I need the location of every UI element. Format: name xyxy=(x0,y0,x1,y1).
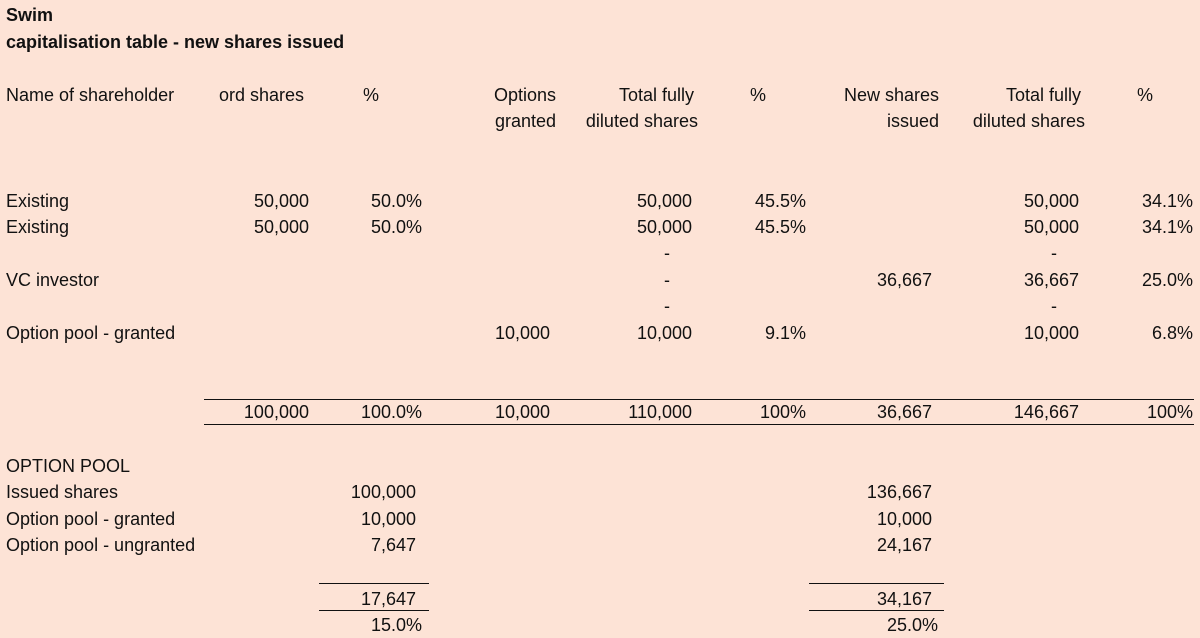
sheet-title: Swim xyxy=(6,5,54,25)
cell-pct2: 9.1% xyxy=(764,323,806,343)
header-tfd1-line2: diluted shares xyxy=(585,111,698,131)
option-pool-before: 100,000 xyxy=(350,482,416,502)
option-pool-subtotal-after: 34,167 xyxy=(876,589,932,609)
cell-ord: 50,000 xyxy=(253,217,309,237)
header-name: Name of shareholder xyxy=(6,85,175,105)
cell-ord: 50,000 xyxy=(253,191,309,211)
option-pool-label: Option pool - ungranted xyxy=(6,535,196,555)
total-pct3: 100% xyxy=(1146,402,1193,422)
subtotal-top-rule xyxy=(319,583,429,584)
total-tfd2: 146,667 xyxy=(1013,402,1079,422)
cell-pct3: 25.0% xyxy=(1141,270,1193,290)
option-pool-label: Option pool - granted xyxy=(6,509,176,529)
total-pct2: 100% xyxy=(759,402,806,422)
cell-pct1: 50.0% xyxy=(370,191,422,211)
cell-tfd2: 10,000 xyxy=(1023,323,1079,343)
cell-pct3: 6.8% xyxy=(1151,323,1193,343)
option-pool-heading: OPTION POOL xyxy=(6,456,131,476)
option-pool-before: 7,647 xyxy=(370,535,416,555)
totals-bottom-rule xyxy=(204,424,1194,425)
total-new: 36,667 xyxy=(876,402,932,422)
row-name: Option pool - granted xyxy=(6,323,176,343)
cell-tfd1: 10,000 xyxy=(636,323,692,343)
subtotal-bottom-rule xyxy=(319,610,429,611)
cell-pct3: 34.1% xyxy=(1141,217,1193,237)
header-pct3: % xyxy=(1137,85,1154,105)
spacer-dash: - xyxy=(664,296,670,316)
spacer-dash: - xyxy=(1051,296,1057,316)
row-name: Existing xyxy=(6,191,70,211)
header-tfd2-line2: diluted shares xyxy=(972,111,1085,131)
total-tfd1: 110,000 xyxy=(628,402,692,422)
header-new-line2: issued xyxy=(886,111,939,131)
row-name: Existing xyxy=(6,217,70,237)
total-ord: 100,000 xyxy=(243,402,309,422)
header-pct2: % xyxy=(750,85,767,105)
option-pool-subtotal-before: 17,647 xyxy=(360,589,416,609)
cell-tfd2: 50,000 xyxy=(1023,191,1079,211)
cell-tfd1: 50,000 xyxy=(636,217,692,237)
cell-pct2: 45.5% xyxy=(754,191,806,211)
option-pool-after: 10,000 xyxy=(876,509,932,529)
cell-tfd1: 50,000 xyxy=(636,191,692,211)
header-tfd2-line1: Total fully xyxy=(1005,85,1081,105)
totals-top-rule xyxy=(204,399,1194,400)
cell-pct2: 45.5% xyxy=(754,217,806,237)
option-pool-before: 10,000 xyxy=(360,509,416,529)
header-tfd1-line1: Total fully xyxy=(618,85,694,105)
option-pool-pct-after: 25.0% xyxy=(886,615,938,635)
option-pool-label: Issued shares xyxy=(6,482,119,502)
spacer-dash: - xyxy=(1051,243,1057,263)
subtotal-top-rule xyxy=(809,583,944,584)
sheet-subtitle: capitalisation table - new shares issued xyxy=(6,32,345,52)
spacer-dash: - xyxy=(664,243,670,263)
header-new-line1: New shares xyxy=(843,85,939,105)
cell-options: 10,000 xyxy=(494,323,550,343)
cell-tfd1: - xyxy=(664,270,670,290)
subtotal-bottom-rule xyxy=(809,610,944,611)
cell-new: 36,667 xyxy=(876,270,932,290)
cell-tfd2: 36,667 xyxy=(1023,270,1079,290)
cell-pct3: 34.1% xyxy=(1141,191,1193,211)
total-pct1: 100.0% xyxy=(360,402,422,422)
cell-tfd2: 50,000 xyxy=(1023,217,1079,237)
header-pct1: % xyxy=(363,85,380,105)
option-pool-after: 136,667 xyxy=(866,482,932,502)
option-pool-pct-before: 15.0% xyxy=(370,615,422,635)
header-options-line2: granted xyxy=(494,111,556,131)
total-options: 10,000 xyxy=(494,402,550,422)
header-ord-shares: ord shares xyxy=(219,85,305,105)
row-name: VC investor xyxy=(6,270,100,290)
option-pool-after: 24,167 xyxy=(876,535,932,555)
cell-pct1: 50.0% xyxy=(370,217,422,237)
header-options-line1: Options xyxy=(493,85,556,105)
